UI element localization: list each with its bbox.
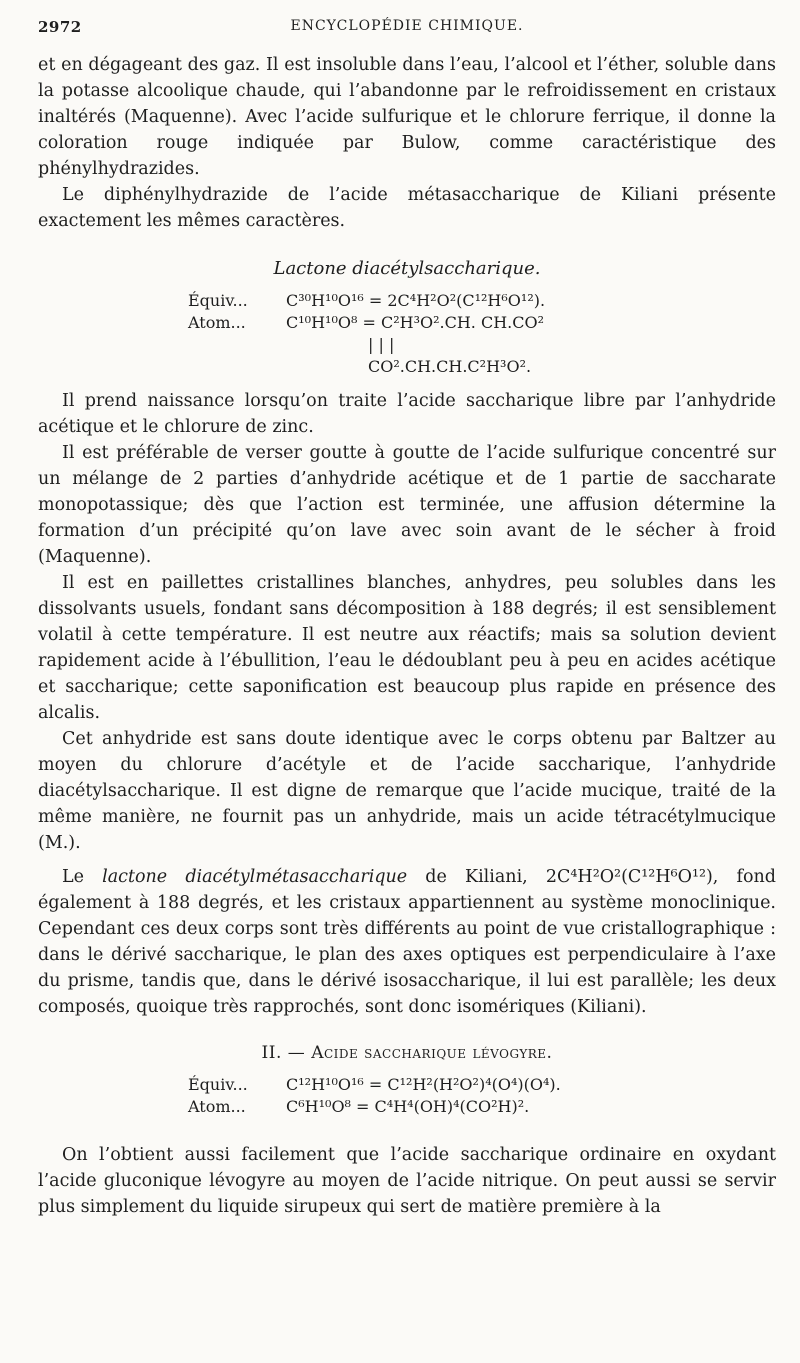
- paragraph-baltzer: Cet anhydride est sans doute identique avec le corps obtenu par Baltzer au moyen du chlorure d’acétyle et de l’acide saccharique, l’anhydride diacétylsaccharique. Il est digne de remarque que l’acide mucique, traité de la même manière, ne fournit pas un anhydride, mais un acide tétracétylmucique (M.).: [38, 729, 776, 853]
- p7-lead: Le: [62, 867, 103, 887]
- atom-formula-2: CO².CH.CH.C²H³O².: [368, 357, 532, 376]
- paragraph-obtention: On l’obtient aussi facilement que l’acide saccharique ordinaire en oxydant l’acide gluconique lévogyre au moyen de l’acide nitrique. On peut aussi se servir plus simplement du liquide sirupeux qui sert de matière première à la: [38, 1145, 776, 1217]
- page-number: 2972: [38, 18, 82, 36]
- atom-bonds-row: [188, 334, 776, 356]
- lactone-formula-block: [188, 290, 776, 378]
- p7-rest: de Kiliani, 2C⁴H²O²(C¹²H⁶O¹²), fond également à 188 degrés, et les cristaux appartiennent au système monoclinique. Cependant ces deux corps sont très différents au point de vue cristallographique : dans le dérivé saccharique, le plan des axes optiques est perpendiculaire à l’axe du prisme, tandis que, dans le dérivé isosaccharique, il lui est parallèle; les deux composés, quoique très rapprochés, sont donc isomériques (Kiliani).: [38, 867, 776, 1017]
- atom-row: [188, 312, 776, 334]
- lactone-heading: Lactone diacétylsaccharique.: [273, 258, 541, 279]
- equiv-formula: C³⁰H¹⁰O¹⁶ = 2C⁴H²O²(C¹²H⁶O¹²).: [286, 291, 546, 310]
- section-title: Acide saccharique lévogyre.: [311, 1043, 553, 1063]
- section-atom-label: Atom...: [188, 1097, 246, 1116]
- page-body: [38, 52, 776, 1220]
- section-formula-block: [188, 1074, 776, 1118]
- running-header: [38, 18, 776, 42]
- paragraph-metasaccharique: [38, 864, 776, 1020]
- atom-formula: C¹⁰H¹⁰O⁸ = C²H³O².CH. CH.CO²: [286, 313, 545, 332]
- section-atom-formula: C⁶H¹⁰O⁸ = C⁴H⁴(OH)⁴(CO²H)².: [286, 1097, 530, 1116]
- paragraph-preparation: Il prend naissance lorsqu’on traite l’acide saccharique libre par l’anhydride acétique et le chlorure de zinc.: [38, 391, 776, 437]
- section-equiv-label: Équiv...: [188, 1075, 248, 1094]
- p7-italic-term: lactone diacétylmétasaccharique: [102, 867, 408, 887]
- equiv-row: [188, 290, 776, 312]
- atom-label: Atom...: [188, 313, 246, 332]
- paragraph-method: Il est préférable de verser goutte à goutte de l’acide sulfurique concentré sur un mélange de 2 parties d’anhydride acétique et de 1 partie de saccharate monopotassique; dès que l’action est terminée, une affusion détermine la formation d’un précipité qu’on lave avec soin avant de le sécher à froid (Maquenne).: [38, 443, 776, 567]
- equiv-label: Équiv...: [188, 291, 248, 310]
- paragraph-continuation: et en dégageant des gaz. Il est insoluble dans l’eau, l’alcool et l’éther, soluble dans la potasse alcoolique chaude, qui l’abandonne par le refroidissement en cristaux inaltérés (Maquenne). Avec l’acide sulfurique et le chlorure ferrique, il donne la coloration rouge indiquée par Bulow, comme caractéristique des phénylhydrazides.: [38, 55, 776, 179]
- atom-formula-bonds: | | |: [368, 335, 395, 354]
- section-equiv-formula: C¹²H¹⁰O¹⁶ = C¹²H²(H²O²)⁴(O⁴)(O⁴).: [286, 1075, 561, 1094]
- running-title: ENCYCLOPÉDIE CHIMIQUE.: [290, 18, 524, 34]
- section-heading: [38, 1040, 776, 1066]
- section-numeral: II. —: [261, 1043, 312, 1063]
- paragraph-properties: Il est en paillettes cristallines blanches, anhydres, peu solubles dans les dissolvants usuels, fondant sans décomposition à 188 degrés; il est sensiblement volatil à cette température. Il est neutre aux réactifs; mais sa solution devient rapidement acide à l’ébullition, l’eau le dédoublant peu à peu en acides acétique et saccharique; cette saponification est beaucoup plus rapide en présence des alcalis.: [38, 573, 776, 723]
- section-equiv-row: [188, 1074, 776, 1096]
- paragraph-diphenylhydrazide: Le diphénylhydrazide de l’acide métasaccharique de Kiliani présente exactement les mêmes caractères.: [38, 185, 776, 231]
- section-atom-row: [188, 1096, 776, 1118]
- atom-row-2: [188, 356, 776, 378]
